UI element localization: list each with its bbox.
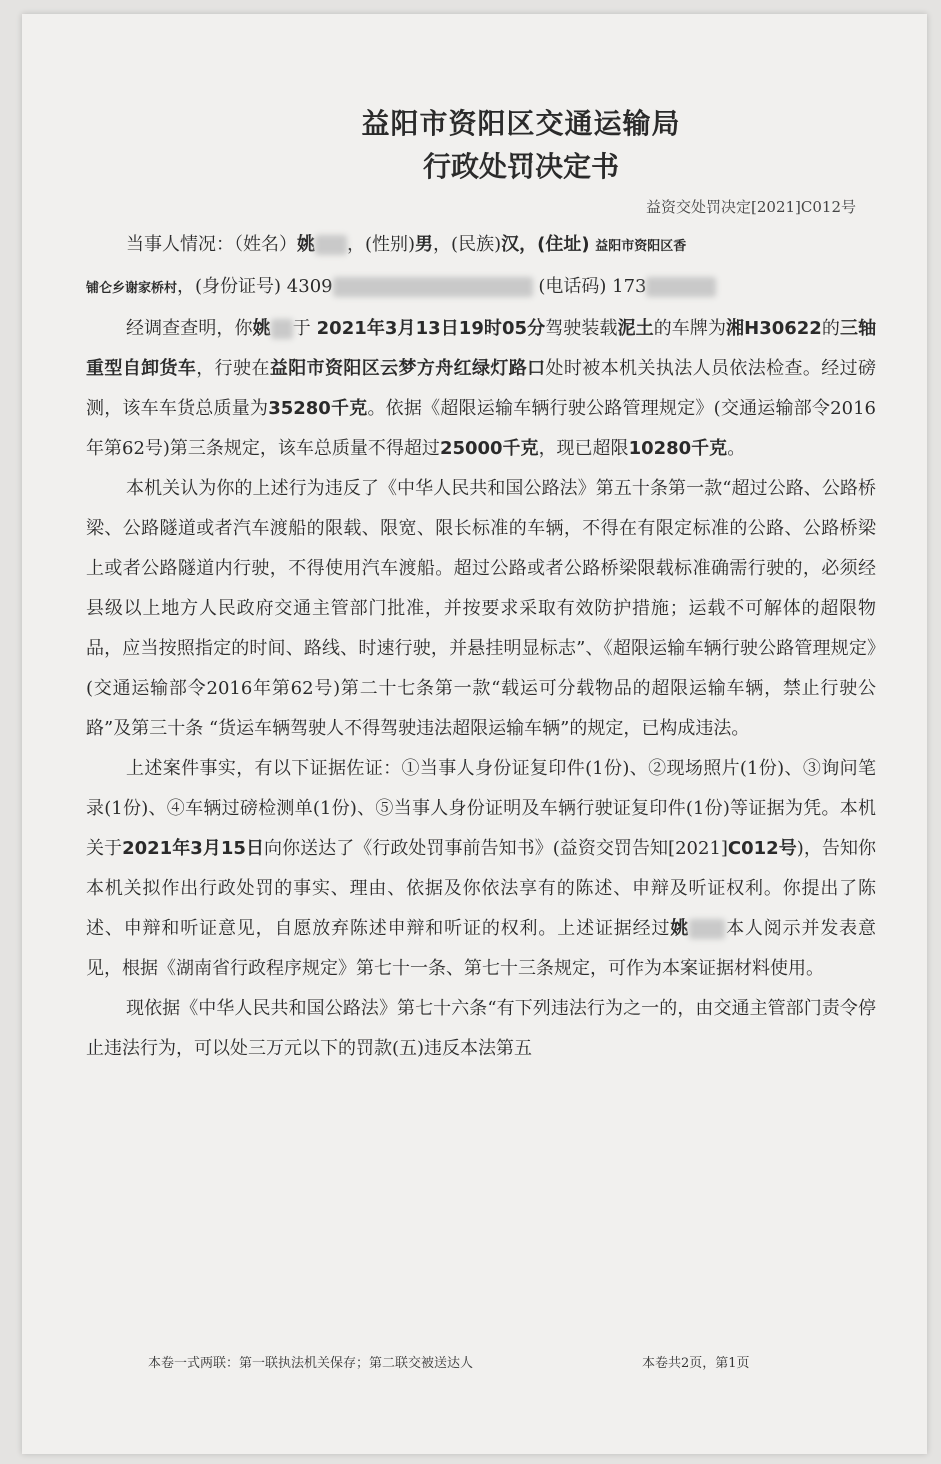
ethnicity-label: ，(民族) <box>433 234 502 255</box>
facts-paragraph <box>86 309 876 469</box>
evidence-text-3: )，告知你本机关拟作出行政处罚的事实、理由、依据及你依法享有的陈述、申辩及听证权利。你提出了陈述、申辩和听证意见，自愿放弃陈述申辩和听证的权利。上述证据经过 <box>86 838 876 939</box>
redacted-name <box>271 319 293 339</box>
footer-page-count: 本卷共2页，第1页 <box>642 1356 750 1371</box>
evidence-text-4: 本人阅示并发表意见，根据《湖南省行政程序规定》第七十一条、第七十三条规定，可作为本案证据材料使用。 <box>86 918 877 979</box>
party-info <box>86 225 876 309</box>
party-intro: 当事人情况：（姓名） <box>126 234 297 255</box>
legal-basis-paragraph <box>86 469 876 749</box>
page-footer <box>148 1352 848 1371</box>
id-label: ，(身份证号) <box>177 276 282 297</box>
party-gender: 男 <box>415 234 434 255</box>
evidence-text-2: 向你送达了《行政处罚事前告知书》(益资交罚告知[2021] <box>264 838 728 859</box>
facts-name: 姚 <box>252 318 271 339</box>
party-ethnicity: 汉 <box>501 234 520 255</box>
notice-number: C012号 <box>727 838 797 859</box>
document-body <box>86 104 876 1069</box>
evidence-paragraph <box>86 749 876 989</box>
redacted-id <box>333 277 533 297</box>
evidence-name: 姚 <box>670 918 690 939</box>
facts-text-4: 的车牌为 <box>653 318 727 339</box>
redacted-name <box>315 235 347 255</box>
agency-name: 益阳市资阳区交通运输局 <box>361 107 681 140</box>
license-plate: 湘H30622 <box>726 318 822 339</box>
facts-text-5: 的 <box>821 318 840 339</box>
facts-text-2: 于 <box>292 318 311 339</box>
violation-location: 益阳市资阳区云梦方舟红绿灯路口 <box>269 358 546 379</box>
id-number-partial: 4309 <box>286 276 333 297</box>
facts-text-7: 处时被本机关执法人员依法检查。经过磅测，该车车货总质量为 <box>86 358 877 419</box>
address-part1: 益阳市资阳区香 <box>595 239 687 254</box>
facts-text-8: 。依据《超限运输车辆行驶公路管理规定》(交通运输部令2016年第62号)第三条规定，该车总质量不得超过 <box>86 398 876 459</box>
vehicle-type: 三轴重型自卸货车 <box>86 318 877 379</box>
total-mass: 35280千克 <box>268 398 368 419</box>
phone-label: (电话码) <box>538 276 607 297</box>
excess-mass: 10280千克 <box>628 438 728 459</box>
facts-text-6: ，行驶在 <box>196 358 270 379</box>
facts-text-10: 。 <box>727 438 746 459</box>
document-page <box>22 14 927 1454</box>
redacted-phone <box>646 277 716 297</box>
penalty-basis-paragraph <box>86 989 876 1069</box>
facts-text-3: 驾驶装载 <box>545 318 618 339</box>
phone-partial: 173 <box>612 276 647 297</box>
violation-datetime: 2021年3月13日19时05分 <box>316 318 546 339</box>
notice-date: 2021年3月15日 <box>122 838 265 859</box>
facts-text-9: ，现已超限 <box>538 438 629 459</box>
evidence-text-1: 上述案件事实，有以下证据佐证：①当事人身份证复印件(1份)、②现场照片(1份)、③询问笔录(1份)、④车辆过磅检测单(1份)、⑤当事人身份证明及车辆行驶证复印件(1份)等证据为凭。本机关于 <box>86 758 876 859</box>
address-part2: 铺仑乡谢家桥村 <box>86 281 178 296</box>
gender-label: ，(性别) <box>347 234 416 255</box>
facts-text-1: 经调查查明，你 <box>126 318 253 339</box>
redacted-name <box>689 919 725 939</box>
document-title: 行政处罚决定书 <box>422 150 619 183</box>
mass-limit: 25000千克 <box>439 438 539 459</box>
legal-basis-text: 本机关认为你的上述行为违反了《中华人民共和国公路法》第五十条第一款“超过公路、公路桥梁、公路隧道或者汽车渡船的限载、限宽、限长标准的车辆，不得在有限定标准的公路、公路桥梁上或者公路隧道内行驶，不得使用汽车渡船。超过公路或者公路桥梁限载标准确需行驶的，必须经县级以上地方人民政府交通主管部门批准，并按要求采取有效防护措施；运载不可解体的超限物品，应当按照指定的时间、路线、时速行驶，并悬挂明显标志”、《超限运输车辆行驶公路管理规定》(交通运输部令2016年第62号)第二十七条第一款“载运可分载物品的超限运输车辆，禁止行驶公路”及第三十条 “货运车辆驾驶人不得驾驶违法超限运输车辆”的规定，已构成违法。 <box>86 478 876 739</box>
document-number: 益资交处罚决定[2021]C012号 <box>646 198 856 216</box>
penalty-basis-text: 现依据《中华人民共和国公路法》第七十六条“有下列违法行为之一的，由交通主管部门责令停止违法行为，可以处三万元以下的罚款(五)违反本法第五 <box>86 998 876 1059</box>
party-name: 姚 <box>297 234 315 255</box>
cargo-type: 泥土 <box>617 318 654 339</box>
footer-copies-note: 本卷一式两联：第一联执法机关保存；第二联交被送达人 <box>148 1356 474 1371</box>
address-label: ，(住址) <box>519 234 590 255</box>
